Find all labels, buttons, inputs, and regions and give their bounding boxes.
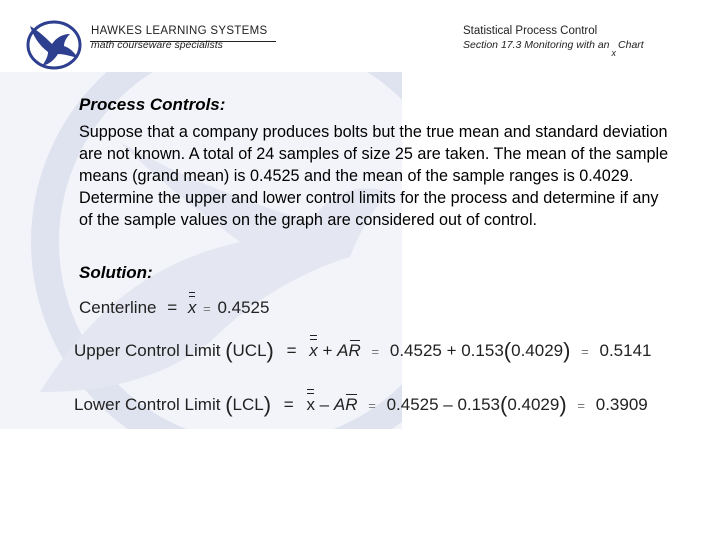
lcl-equation: Lower Control Limit (LCL) = x – AR = 0.4525 – 0.153(0.4029) = 0.3909: [74, 392, 648, 417]
centerline-equals: =: [167, 298, 178, 317]
lcl-a2-symbol: A: [333, 395, 346, 414]
ucl-abbr: UCL: [232, 341, 267, 360]
centerline-equals-2: =: [203, 301, 211, 316]
ucl-equals-3: =: [581, 344, 589, 359]
lcl-rbar-value: 0.4029: [507, 395, 560, 414]
ucl-plus: +: [322, 341, 333, 360]
lcl-grand-mean-symbol: x: [306, 395, 315, 414]
chapter-title: Statistical Process Control: [463, 25, 598, 37]
solution-heading: Solution:: [79, 263, 153, 282]
lcl-minus: –: [319, 395, 330, 414]
centerline-value: 0.4525: [217, 298, 270, 317]
section-title-suffix: Chart: [618, 39, 644, 51]
lcl-equals-3: =: [577, 398, 585, 413]
ucl-a2-symbol: A: [337, 341, 349, 360]
centerline-equation: [79, 298, 269, 318]
process-controls-heading: Process Controls:: [79, 95, 226, 114]
section-title-variable: x: [611, 48, 617, 58]
ucl-equation: Upper Control Limit (UCL) = x + AR = 0.4525 + 0.153(0.4029) = 0.5141: [74, 338, 652, 363]
ucl-equals: =: [286, 341, 297, 360]
ucl-rbar-value: 0.4029: [511, 341, 564, 360]
company-tagline: math courseware specialists: [91, 39, 223, 51]
centerline-label: Centerline: [79, 298, 157, 317]
ucl-equals-2: =: [371, 344, 380, 359]
lcl-equals: =: [283, 395, 294, 414]
lcl-equals-2: =: [368, 398, 376, 413]
lcl-abbr: LCL: [232, 395, 264, 414]
ucl-rbar-symbol: R: [348, 341, 361, 360]
lcl-result: 0.3909: [595, 395, 648, 414]
lcl-rbar-symbol: R: [345, 395, 358, 414]
lcl-expression: 0.4525 – 0.153: [386, 395, 501, 414]
section-title-prefix: Section 17.3 Monitoring with an: [463, 39, 610, 51]
grand-mean-symbol: x: [187, 298, 197, 317]
ucl-result: 0.5141: [599, 341, 652, 360]
ucl-label: Upper Control Limit: [74, 341, 221, 360]
company-name: HAWKES LEARNING SYSTEMS: [91, 25, 268, 37]
ucl-expression: 0.4525 + 0.153: [389, 341, 504, 360]
ucl-grand-mean-symbol: x: [309, 341, 318, 360]
section-title: [463, 39, 644, 58]
problem-statement: Suppose that a company produces bolts but the true mean and standard deviation are not known. A total of 24 samples of size 25 are taken. The mean of the sample means (grand mean) is 0.4525 and the mean of the sample ranges is 0.4029. Determine the upper and lower control limits for the process and determine if any of the sample values on the graph are considered out of control.: [79, 123, 669, 229]
hawk-logo-icon: [26, 20, 82, 70]
lcl-label: Lower Control Limit: [74, 395, 221, 414]
